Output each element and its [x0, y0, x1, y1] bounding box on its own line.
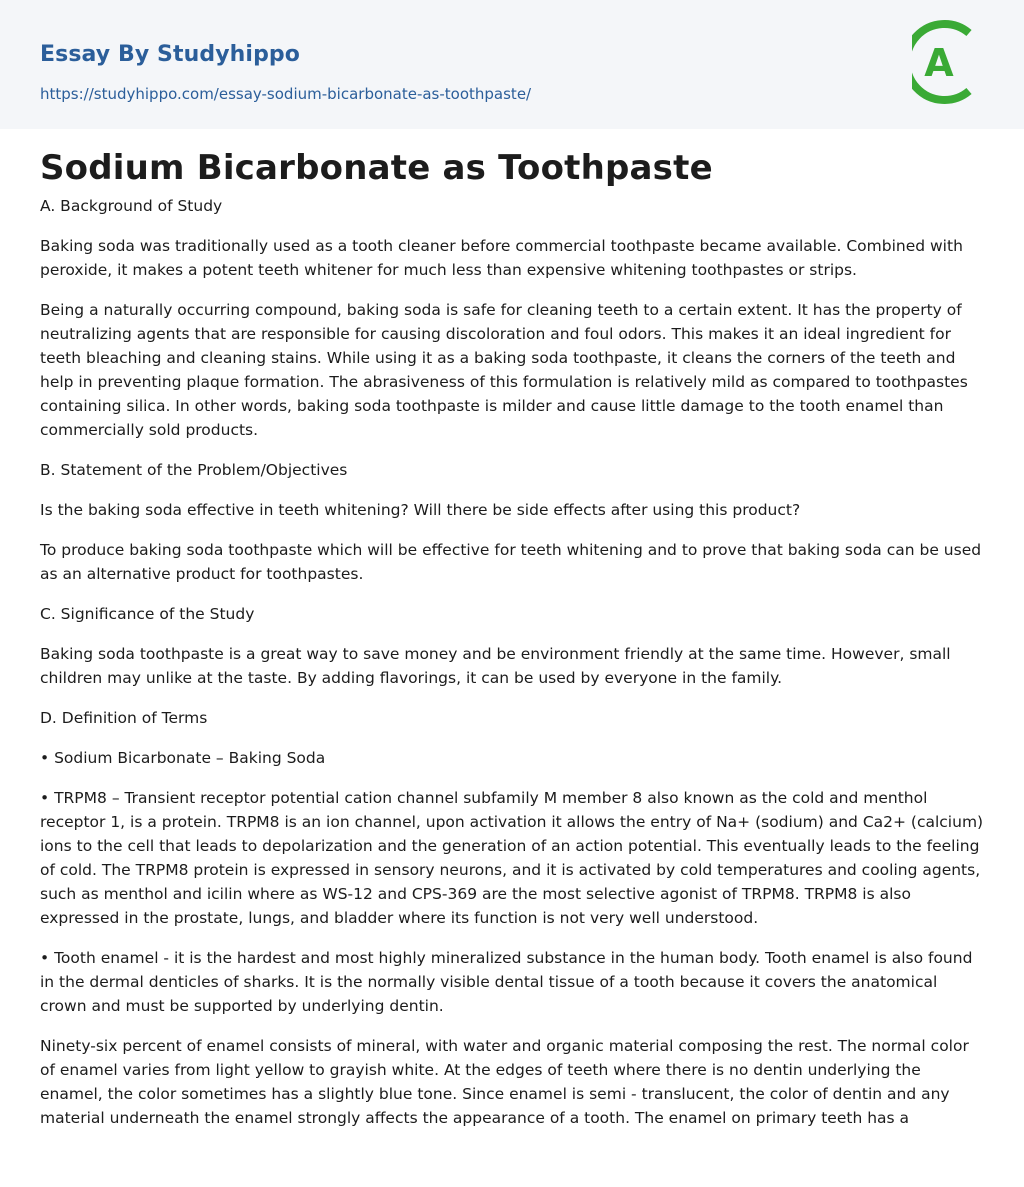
site-header: [0, 0, 1024, 129]
article: [40, 146, 986, 1146]
section-heading-background: A. Background of Study: [40, 197, 223, 215]
paragraph: Ninety-six percent of enamel consists of mineral, with water and organic material composing the rest. The normal color of enamel varies from light yellow to grayish white. At the edges of teeth where there is no dentin underlying the enamel, the color sometimes has a slightly blue tone. Since enamel is semi - translucent, the color of dentin and any material underneath the enamel strongly affects the appearance of a tooth. The enamel on primary teeth has a: [40, 1037, 969, 1127]
section-heading-problem: B. Statement of the Problem/Objectives: [40, 461, 348, 479]
paragraph: Baking soda was traditionally used as a tooth cleaner before commercial toothpaste became available. Combined with peroxide, it makes a potent teeth whitener for much less than expensive whitening toothpastes or strips.: [40, 237, 963, 279]
paragraph: To produce baking soda toothpaste which will be effective for teeth whitening and to prove that baking soda can be used as an alternative product for toothpastes.: [40, 541, 982, 583]
page-title: Sodium Bicarbonate as Toothpaste: [40, 148, 713, 188]
studyhippo-logo-icon[interactable]: [912, 18, 988, 106]
paragraph: Baking soda toothpaste is a great way to save money and be environment friendly at the same time. However, small children may unlike at the taste. By adding flavorings, it can be used by everyone in the family.: [40, 645, 951, 687]
section-heading-definitions: D. Definition of Terms: [40, 709, 208, 727]
logo-letter: A: [924, 41, 954, 85]
definition-item: • TRPM8 – Transient receptor potential cation channel subfamily M member 8 also known as the cold and menthol receptor 1, is a protein. TRPM8 is an ion channel, upon activation it allows the entry of Na+ (sodium) and Ca2+ (calcium) ions to the cell that leads to depolarization and the generation of an action potential. This eventually leads to the feeling of cold. The TRPM8 protein is expressed in sensory neurons, and it is activated by cold temperatures and cooling agents, such as menthol and icilin where as WS-12 and CPS-369 are the most selective agonist of TRPM8. TRPM8 is also expressed in the prostate, lungs, and bladder where its function is not very well understood.: [40, 789, 984, 927]
paragraph: Being a naturally occurring compound, baking soda is safe for cleaning teeth to a certain extent. It has the property of neutralizing agents that are responsible for causing discoloration and foul odors. This makes it an ideal ingredient for teeth bleaching and cleaning stains. While using it as a baking soda toothpaste, it cleans the corners of the teeth and help in preventing plaque formation. The abrasiveness of this formulation is relatively mild as compared to toothpastes containing silica. In other words, baking soda toothpaste is milder and cause little damage to the tooth enamel than commercially sold products.: [40, 301, 968, 439]
definition-item: • Tooth enamel - it is the hardest and most highly mineralized substance in the human body. Tooth enamel is also found in the dermal denticles of sharks. It is the normally visible dental tissue of a tooth because it covers the anatomical crown and must be supported by underlying dentin.: [40, 949, 973, 1015]
essay-url-link[interactable]: https://studyhippo.com/essay-sodium-bicarbonate-as-toothpaste/: [40, 85, 532, 103]
paragraph: Is the baking soda effective in teeth whitening? Will there be side effects after using this product?: [40, 501, 801, 519]
section-heading-significance: C. Significance of the Study: [40, 605, 255, 623]
brand-title[interactable]: Essay By Studyhippo: [40, 42, 300, 67]
definition-item: • Sodium Bicarbonate – Baking Soda: [40, 749, 326, 767]
